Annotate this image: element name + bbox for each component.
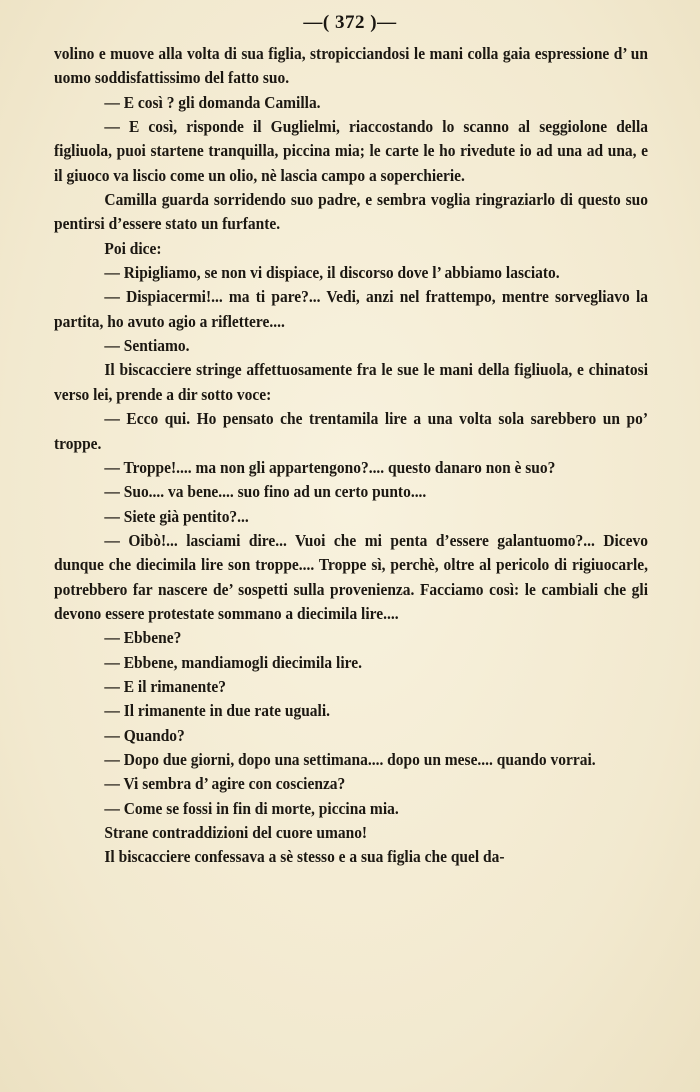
page-number: —( 372 )— bbox=[303, 12, 397, 33]
paragraph: — Come se fossi in fin di morte, piccina mia. bbox=[104, 798, 399, 818]
paragraph: — Dispiacermi!... ma ti pare?... Vedi, anzi nel frattempo, mentre sorvegliavo la partita, ho avuto agio a riflettere.... bbox=[54, 287, 648, 331]
paragraph: — Dopo due giorni, dopo una settimana.... dopo un mese.... quando vorrai. bbox=[104, 749, 596, 769]
paragraph: — E così ? gli domanda Camilla. bbox=[104, 92, 321, 112]
paragraph: — Ecco qui. Ho pensato che trentamila lire a una volta sola sarebbero un po’ troppe. bbox=[54, 409, 648, 453]
paragraph: — Oibò!... lasciami dire... Vuoi che mi penta d’essere galantuomo?... Dicevo dunque che diecimila lire son troppe.... Troppe sì, perchè, oltre al pericolo di rigiuocarle, potrebbero far nascere de’ sospetti sulla provenienza. Facciamo così: le cambiali che gli devono essere protestate sommano a diecimila lire.... bbox=[54, 530, 648, 623]
paragraph: — Vi sembra d’ agire con coscienza? bbox=[104, 774, 346, 794]
paragraph: — Troppe!.... ma non gli appartengono?.... questo danaro non è suo? bbox=[104, 457, 556, 477]
paragraph: Poi dice: bbox=[104, 238, 162, 258]
paragraph: Strane contraddizioni del cuore umano! bbox=[104, 823, 368, 842]
body-text bbox=[54, 42, 648, 870]
paragraph: — E il rimanente? bbox=[104, 676, 226, 696]
paragraph: — Siete già pentito?... bbox=[104, 506, 249, 526]
paragraph: — Suo.... va bene.... suo fino ad un certo punto.... bbox=[104, 482, 427, 502]
paragraph: — Quando? bbox=[104, 725, 185, 745]
paragraph: — Il rimanente in due rate uguali. bbox=[104, 701, 330, 721]
paragraph: Il biscacciere confessava a sè stesso e a sua figlia che quel da- bbox=[104, 847, 505, 867]
paragraph: — Ebbene, mandiamogli diecimila lire. bbox=[104, 652, 362, 672]
paragraph: — Ebbene? bbox=[104, 628, 182, 648]
paragraph: — Ripigliamo, se non vi dispiace, il discorso dove l’ abbiamo lasciato. bbox=[104, 263, 560, 283]
paragraph: — E così, risponde il Guglielmi, riaccostando lo scanno al seggiolone della figliuola, puoi startene tranquilla, piccina mia; le carte le ho rivedute io ad una ad una, e il giuoco va liscio come un olio, nè lascia campo a soperchierie. bbox=[54, 117, 648, 185]
paragraph: Camilla guarda sorridendo suo padre, e sembra voglia ringraziarlo di questo suo pentirsi d’essere stato un furfante. bbox=[54, 190, 648, 234]
paragraph: volino e muove alla volta di sua figlia, stropicciandosi le mani colla gaia espressione d’ un uomo soddisfattissimo del fatto suo. bbox=[54, 44, 648, 88]
paragraph: Il biscacciere stringe affettuosamente fra le sue le mani della figliuola, e chinatosi verso lei, prende a dir sotto voce: bbox=[54, 360, 648, 404]
paragraph: — Sentiamo. bbox=[104, 336, 190, 356]
